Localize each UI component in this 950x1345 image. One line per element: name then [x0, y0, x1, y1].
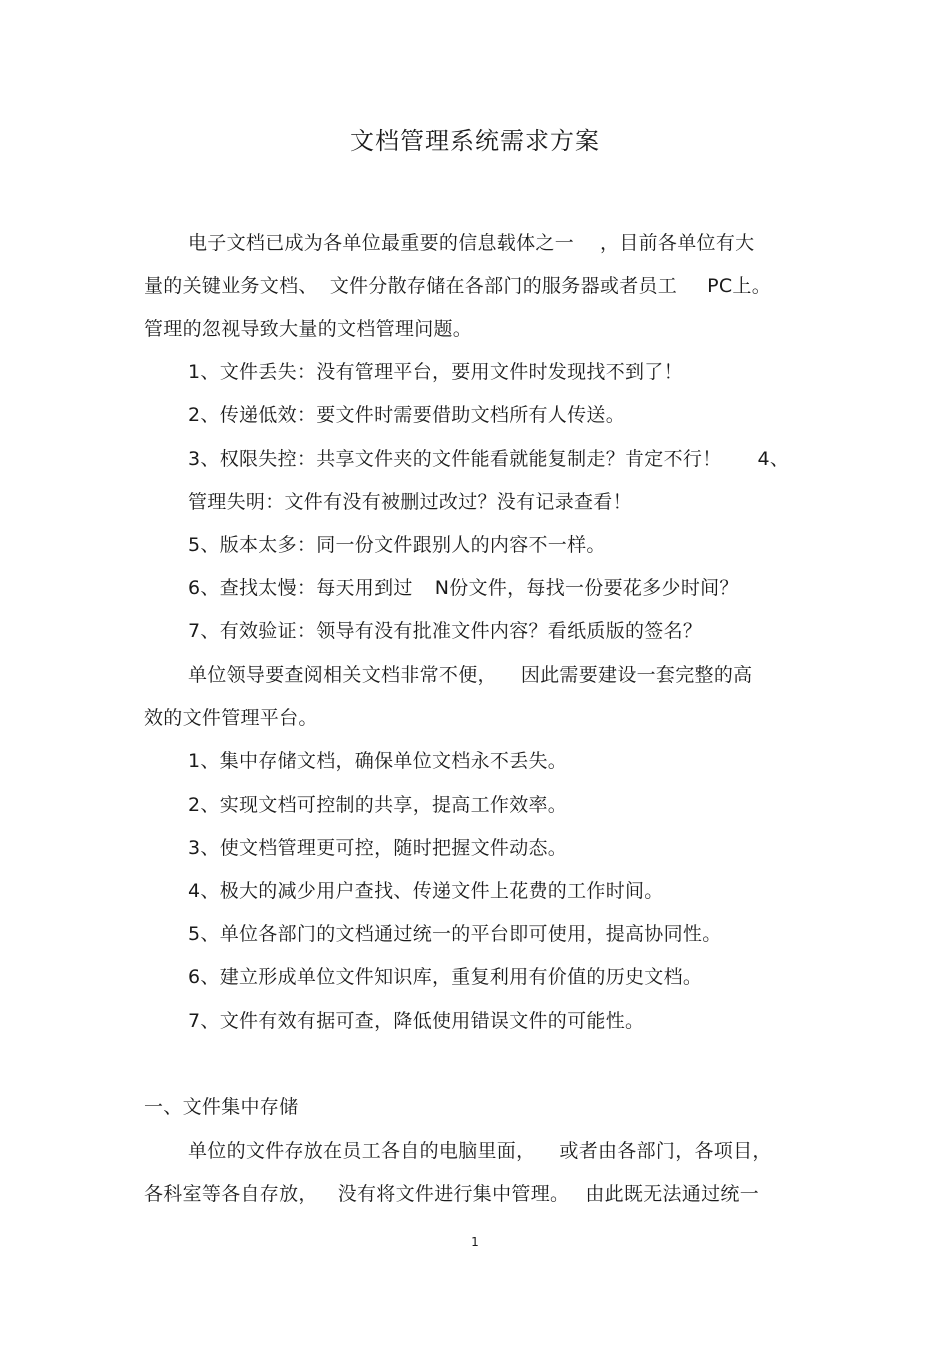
problem-item-6 [188, 574, 739, 602]
problem-item-5: 5、版本太多：同一份文件跟别人的内容不一样。 [188, 534, 606, 556]
intro-text: 电子文档已成为各单位最重要的信息载体之一 [188, 232, 575, 254]
problem-item-1: 1、文件丢失：没有管理平台，要用文件时发现找不到了！ [188, 361, 683, 383]
problem-text: 3、权限失控：共享文件夹的文件能看就能复制走？肯定不行！ [188, 448, 722, 470]
goal-item-1: 1、集中存储文档，确保单位文档永不丢失。 [188, 750, 568, 772]
intro-line-2 [144, 272, 771, 300]
problem-item-3 [188, 445, 789, 473]
intro-text: 量的关键业务文档、 [144, 275, 318, 297]
section-line-2 [144, 1180, 759, 1208]
problem-item-2: 2、传递低效：要文件时需要借助文档所有人传送。 [188, 404, 625, 426]
need-line-1 [188, 661, 752, 689]
section-text: 各科室等各自存放， [144, 1183, 318, 1205]
intro-text: PC上。 [707, 275, 772, 297]
intro-text: ，目前各单位有大 [600, 232, 755, 254]
goal-item-7: 7、文件有效有据可查，降低使用错误文件的可能性。 [188, 1010, 645, 1032]
section-line-1 [188, 1137, 772, 1165]
problem-text: 4、 [757, 448, 790, 470]
section-text: 没有将文件进行集中管理。 [337, 1183, 570, 1205]
section-heading: 一、文件集中存储 [144, 1096, 299, 1118]
goal-item-2: 2、实现文档可控制的共享，提高工作效率。 [188, 794, 568, 816]
intro-line-1 [188, 229, 754, 257]
document-title: 文档管理系统需求方案 [350, 127, 600, 155]
need-line-2: 效的文件管理平台。 [144, 707, 318, 729]
intro-text: 文件分散存储在各部门的服务器或者员工 [329, 275, 678, 297]
goal-item-4: 4、极大的减少用户查找、传递文件上花费的工作时间。 [188, 880, 664, 902]
problem-text: 6、查找太慢：每天用到过 [188, 577, 413, 599]
need-text: 单位领导要查阅相关文档非常不便， [188, 664, 497, 686]
goal-item-6: 6、建立形成单位文件知识库，重复利用有价值的历史文档。 [188, 966, 703, 988]
section-text: 或者由各部门，各项目， [559, 1140, 772, 1162]
page-number: 1 [471, 1235, 479, 1249]
need-text: 因此需要建设一套完整的高 [520, 664, 753, 686]
intro-line-3: 管理的忽视导致大量的文档管理问题。 [144, 318, 473, 340]
problem-item-7: 7、有效验证：领导有没有批准文件内容？看纸质版的签名？ [188, 620, 703, 642]
problem-item-4: 管理失明：文件有没有被删过改过？没有记录查看！ [188, 491, 632, 513]
section-text: 由此既无法通过统一 [585, 1183, 760, 1205]
goal-item-3: 3、使文档管理更可控，随时把握文件动态。 [188, 837, 568, 859]
problem-text: N份文件，每找一份要花多少时间？ [434, 577, 739, 599]
section-text: 单位的文件存放在员工各自的电脑里面， [188, 1140, 536, 1162]
goal-item-5: 5、单位各部门的文档通过统一的平台即可使用，提高协同性。 [188, 923, 722, 945]
